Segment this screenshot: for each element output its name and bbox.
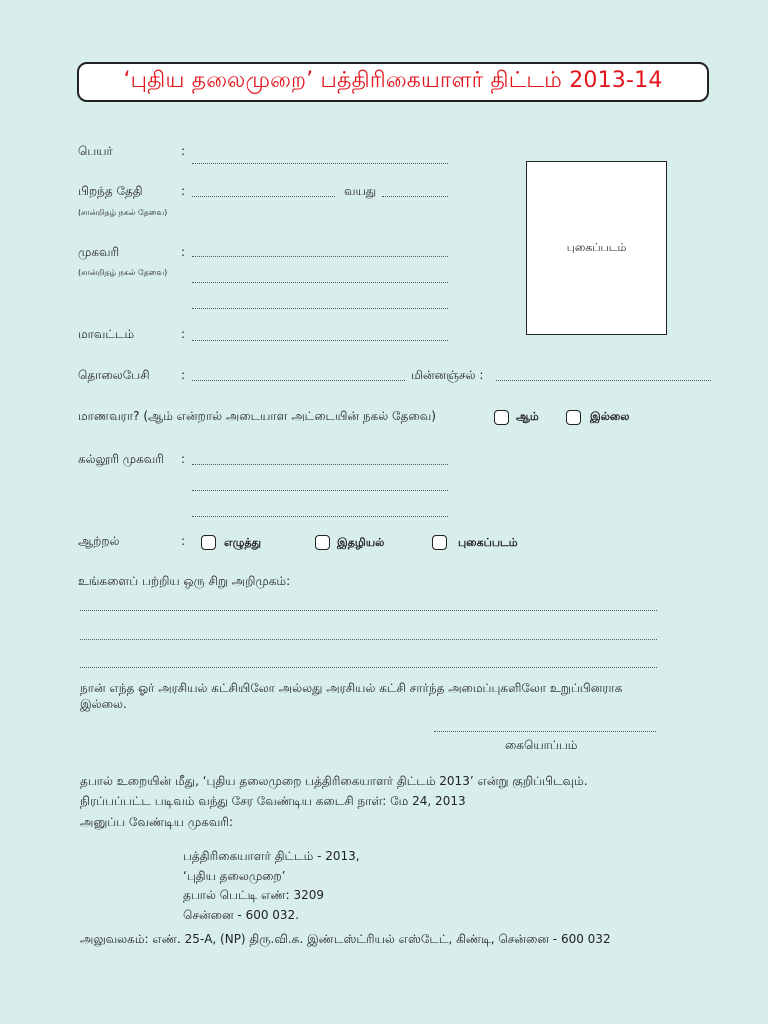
age-field[interactable] bbox=[382, 196, 448, 197]
instruction-line2: நிரப்பப்பட்ட படிவம் வந்து சேர வேண்டிய கடைசி நாள்: மே 24, 2013 bbox=[80, 794, 466, 808]
address-field-line2[interactable] bbox=[192, 282, 448, 283]
dob-cert-note: (சான்றிதழ் நகல் தேவை) bbox=[78, 208, 168, 217]
signature-field[interactable] bbox=[434, 731, 656, 732]
student-question: மாணவரா? (ஆம் என்றால் அடையாள அட்டையின் நகல் தேவை) bbox=[78, 409, 436, 423]
email-field[interactable] bbox=[496, 380, 711, 381]
instruction-line1: தபால் உறையின் மீது, ‘புதிய தலைமுறை பத்திரிகையாளர் திட்டம் 2013’ என்று குறிப்பிடவும். bbox=[80, 774, 588, 788]
address-field-line3[interactable] bbox=[192, 308, 448, 309]
form-title: ‘புதிய தலைமுறை’ பத்திரிகையாளர் திட்டம் 2013-14 bbox=[123, 68, 663, 93]
name-label: பெயர் bbox=[78, 144, 113, 158]
mailing-address-line4: சென்னை - 600 032. bbox=[183, 908, 300, 922]
skill-journalism-checkbox[interactable] bbox=[315, 535, 330, 550]
skill-photo-checkbox[interactable] bbox=[432, 535, 447, 550]
phone-label: தொலைபேசி bbox=[78, 368, 150, 382]
colon: : bbox=[181, 534, 186, 548]
colon: : bbox=[181, 368, 186, 382]
address-label: முகவரி bbox=[78, 245, 120, 259]
phone-field[interactable] bbox=[192, 380, 405, 381]
email-label: மின்னஞ்சல் : bbox=[411, 368, 484, 382]
about-field-line3[interactable] bbox=[80, 667, 657, 668]
skill-writing-checkbox[interactable] bbox=[201, 535, 216, 550]
mailing-address-line3: தபால் பெட்டி எண்: 3209 bbox=[183, 888, 325, 902]
colon: : bbox=[181, 184, 186, 198]
signature-label: கையொப்பம் bbox=[505, 738, 578, 752]
college-field-line1[interactable] bbox=[192, 464, 448, 465]
college-field-line2[interactable] bbox=[192, 490, 448, 491]
about-label: உங்களைப் பற்றிய ஒரு சிறு அறிமுகம்: bbox=[78, 574, 291, 588]
college-label: கல்லூரி முகவரி bbox=[78, 452, 164, 466]
address-field-line1[interactable] bbox=[192, 256, 448, 257]
colon: : bbox=[181, 245, 186, 259]
dob-label: பிறந்த தேதி bbox=[78, 184, 143, 198]
colon: : bbox=[181, 327, 186, 341]
declaration-line1: நான் எந்த ஓர் அரசியல் கட்சியிலோ அல்லது அரசியல் கட்சி சார்ந்த அமைப்புகளிலோ உறுப்பினராக bbox=[80, 681, 623, 695]
skill-photo-label: புகைப்படம் bbox=[458, 536, 518, 549]
skills-label: ஆற்றல் bbox=[78, 534, 120, 548]
name-field[interactable] bbox=[192, 163, 448, 164]
district-label: மாவட்டம் bbox=[78, 327, 135, 341]
age-label: வயது bbox=[344, 184, 377, 198]
about-field-line2[interactable] bbox=[80, 639, 657, 640]
mailing-address-line1: பத்திரிகையாளர் திட்டம் - 2013, bbox=[183, 849, 360, 863]
skill-journalism-label: இதழியல் bbox=[337, 536, 385, 549]
skill-writing-label: எழுத்து bbox=[224, 536, 262, 549]
district-field[interactable] bbox=[192, 340, 448, 341]
student-no-checkbox[interactable] bbox=[566, 410, 581, 425]
mailing-address-line2: ‘புதிய தலைமுறை’ bbox=[183, 869, 286, 883]
instruction-line3: அனுப்ப வேண்டிய முகவரி: bbox=[80, 815, 234, 829]
student-yes-label: ஆம் bbox=[516, 410, 539, 423]
colon: : bbox=[181, 452, 186, 466]
address-cert-note: (சான்றிதழ் நகல் தேவை) bbox=[78, 268, 168, 277]
colon: : bbox=[181, 144, 186, 158]
photo-label: புகைப்படம் bbox=[566, 240, 627, 254]
about-field-line1[interactable] bbox=[80, 610, 657, 611]
college-field-line3[interactable] bbox=[192, 516, 448, 517]
student-yes-checkbox[interactable] bbox=[494, 410, 509, 425]
photo-box[interactable] bbox=[526, 161, 667, 335]
office-address: அலுவலகம்: எண். 25-A, (NP) திரு.வி.க. இண்டஸ்ட்ரியல் எஸ்டேட், கிண்டி, சென்னை - 600 032 bbox=[80, 932, 611, 946]
dob-field[interactable] bbox=[192, 196, 335, 197]
student-no-label: இல்லை bbox=[590, 410, 630, 423]
declaration-line2: இல்லை. bbox=[80, 697, 127, 711]
form-title-box bbox=[77, 62, 709, 102]
